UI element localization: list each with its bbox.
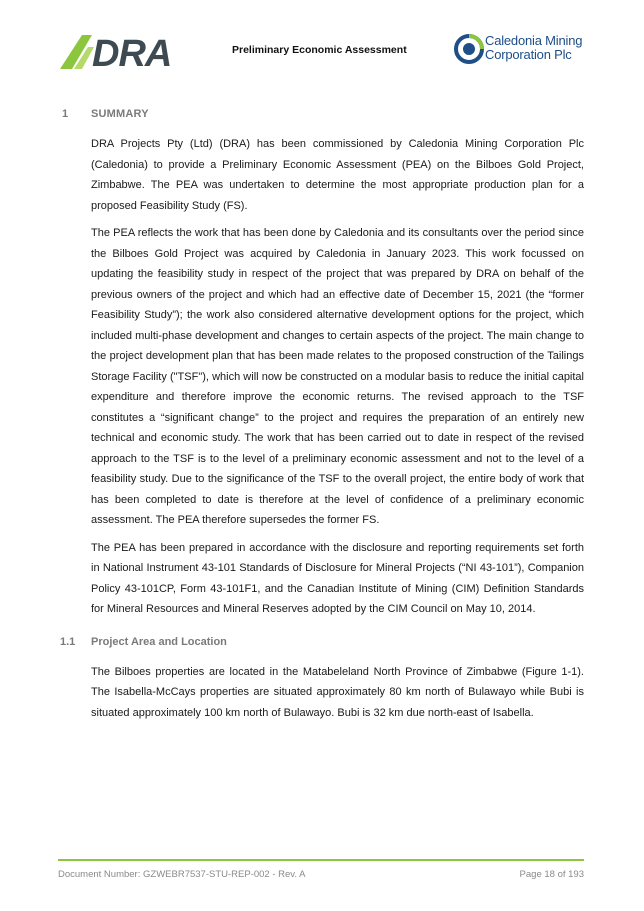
- page-header: [0, 0, 644, 90]
- page-body: [62, 108, 584, 723]
- dra-logo-text: DRA: [92, 33, 172, 71]
- caledonia-logo: [454, 32, 594, 72]
- paragraph: The PEA has been prepared in accordance with the disclosure and reporting requirements set forth in National Instrument 43-101 Standards of Disclosure for Mineral Projects (“NI 43-101”), Companion Policy 43-101CP, Form 43-101F1, and the Canadian Institute of Mining (CIM) Definition Standards for Mineral Resources and Mineral Reserves adopted by the CIM Council on May 10, 2014.: [91, 541, 584, 615]
- paragraph: The PEA reflects the work that has been done by Caledonia and its consultants over the period since the Bilboes Gold Project was acquired by Caledonia in January 2023. This work focussed on updating the feasibility study in respect of the project that was prepared by DRA on behalf of the previous owners of the project and which had an effective date of December 15, 2021 (the “former Feasibility Study”); the work also considered alternative development options for the project, which included multi-phase development and changes to certain aspects of the project. The main change to the project development plan that has been made relates to the proposed construction of the Tailings Storage Facility ("TSF"), which will now be constructed on a modular basis to reduce the initial capital expenditure and therefore improve the economic returns. The revised approach to the TSF constitutes a “significant change” to the project and requires the preparation of an entirely new technical and economic study. The work that has been carried out to date in respect of the revised approach to the TSF is to the level of a preliminary economic assessment and not to the level of a feasibility study. Due to the significance of the TSF to the overall project, the entire body of work that has been completed to date is therefore at the level of confidence of a preliminary economic assessment. The PEA therefore supersedes the former FS.: [91, 227, 584, 526]
- page-number: Page 18 of 193: [519, 869, 584, 880]
- section-number: 1: [62, 108, 69, 120]
- section-heading: [62, 108, 584, 126]
- subsection-title: Project Area and Location: [91, 635, 227, 648]
- section-title: SUMMARY: [91, 108, 149, 120]
- paragraph: The Bilboes properties are located in the Matabeleland North Province of Zimbabwe (Figure 1-1). The Isabella-McCays properties are situated approximately 80 km north of Bulawayo while Bubi is situated approximately 100 km north of Bulawayo. Bubi is 32 km due north-east of Isabella.: [91, 665, 584, 719]
- caledonia-logo-line2: Corporation Plc: [485, 47, 572, 62]
- subsection-number: 1.1: [60, 635, 76, 648]
- document-title: Preliminary Economic Assessment: [232, 44, 407, 56]
- caledonia-mark-icon: [454, 34, 484, 64]
- paragraph: DRA Projects Pty (Ltd) (DRA) has been commissioned by Caledonia Mining Corporation Plc (Caledonia) to provide a Preliminary Economic Assessment (PEA) on the Bilboes Gold Project, Zimbabwe. The PEA was undertaken to determine the most appropriate production plan for a proposed Feasibility Study (FS).: [91, 138, 584, 212]
- caledonia-logo-line1: Caledonia Mining: [485, 33, 583, 48]
- dra-logo: [58, 33, 198, 71]
- document-number: Document Number: GZWEBR7537-STU-REP-002 - Rev. A: [58, 869, 306, 880]
- footer-divider: [58, 859, 584, 861]
- subsection-heading: [62, 636, 584, 654]
